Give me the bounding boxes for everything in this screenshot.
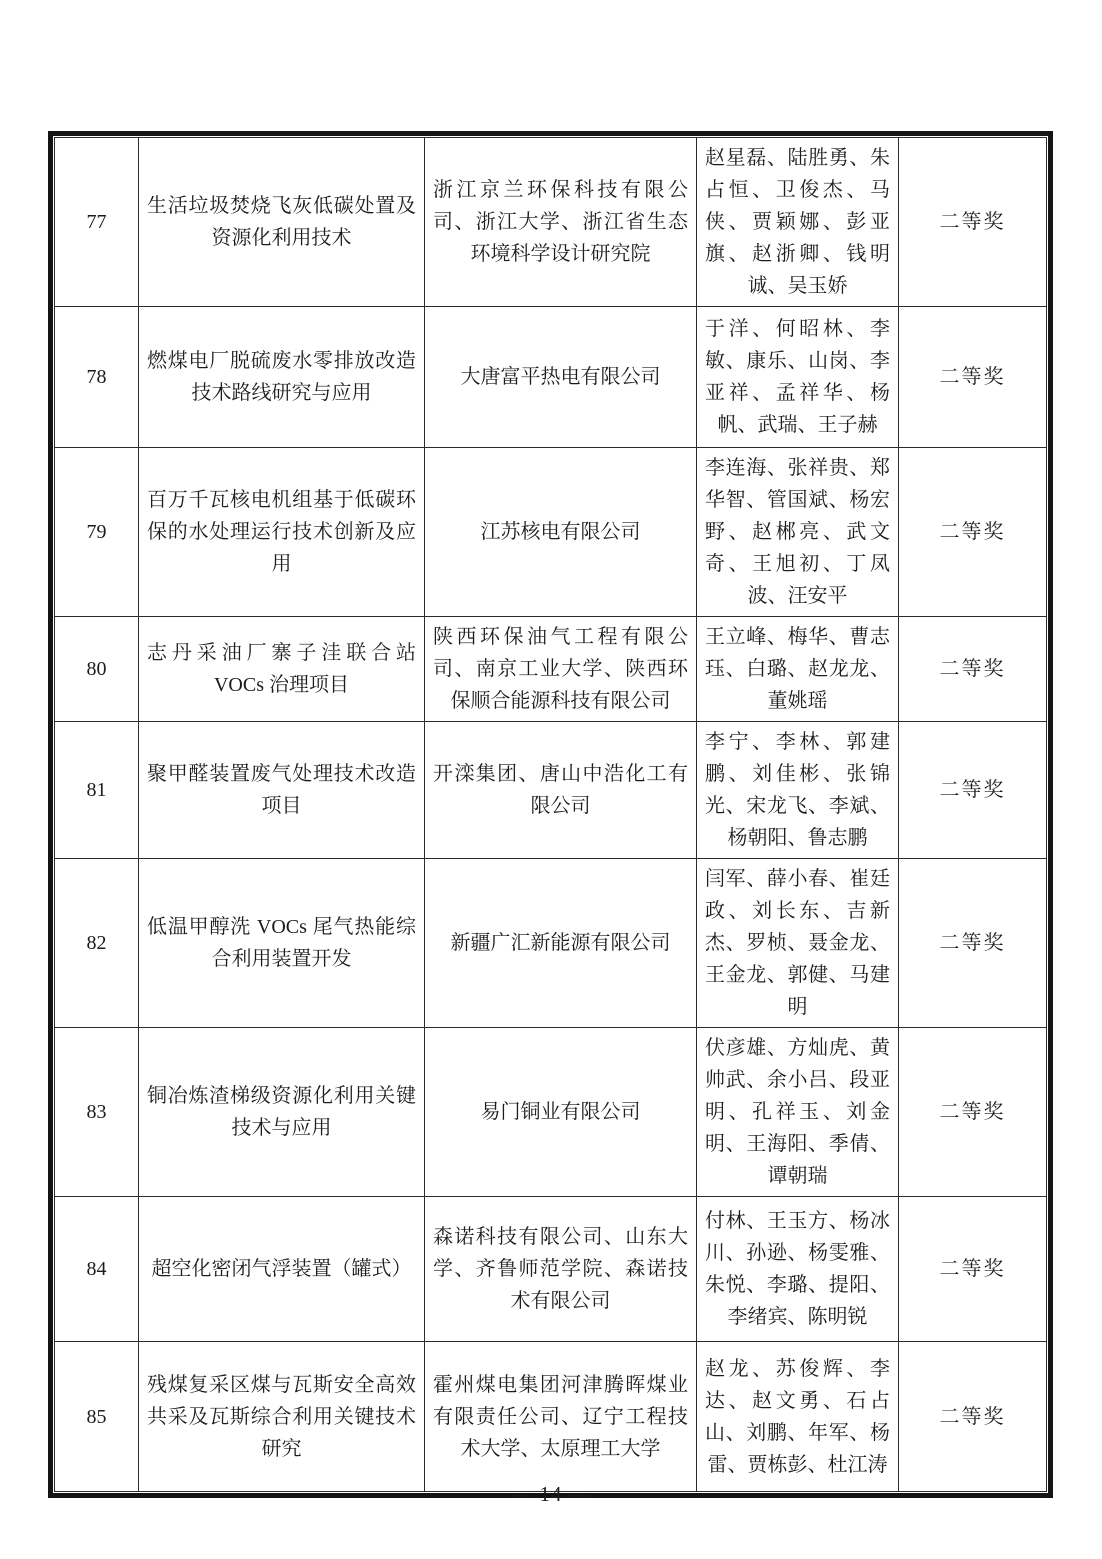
- cell-organizations: 陕西环保油气工程有限公司、南京工业大学、陕西环保顺合能源科技有限公司: [425, 617, 697, 722]
- cell-award-level: 二等奖: [899, 722, 1047, 859]
- table-row: [55, 617, 1047, 722]
- cell-row-number: 79: [55, 448, 139, 617]
- cell-award-level: 二等奖: [899, 1197, 1047, 1342]
- cell-row-number: 82: [55, 859, 139, 1028]
- cell-row-number: 81: [55, 722, 139, 859]
- cell-people-list: 李宁、李林、郭建鹏、刘佳彬、张锦光、宋龙飞、李斌、杨朝阳、鲁志鹏: [697, 722, 899, 859]
- cell-organizations: 新疆广汇新能源有限公司: [425, 859, 697, 1028]
- cell-project-name: 低温甲醇洗 VOCs 尾气热能综合利用装置开发: [139, 859, 425, 1028]
- award-table-body: [55, 138, 1047, 1492]
- cell-people-list: 付林、王玉方、杨冰川、孙逊、杨雯雅、朱悦、李璐、提阳、李绪宾、陈明锐: [697, 1197, 899, 1342]
- cell-people-list: 赵龙、苏俊辉、李达、赵文勇、石占山、刘鹏、年军、杨雷、贾栋彭、杜江涛: [697, 1342, 899, 1492]
- table-row: [55, 138, 1047, 307]
- cell-award-level: 二等奖: [899, 859, 1047, 1028]
- cell-project-name: 燃煤电厂脱硫废水零排放改造技术路线研究与应用: [139, 307, 425, 448]
- cell-people-list: 赵星磊、陆胜勇、朱占恒、卫俊杰、马侠、贾颖娜、彭亚旗、赵浙卿、钱明诚、吴玉娇: [697, 138, 899, 307]
- cell-people-list: 王立峰、梅华、曹志珏、白璐、赵龙龙、董姚瑶: [697, 617, 899, 722]
- cell-project-name: 志丹采油厂寨子洼联合站 VOCs 治理项目: [139, 617, 425, 722]
- cell-award-level: 二等奖: [899, 617, 1047, 722]
- cell-project-name: 超空化密闭气浮装置（罐式）: [139, 1197, 425, 1342]
- page-number: — 14 —: [511, 1482, 591, 1506]
- cell-organizations: 霍州煤电集团河津腾晖煤业有限责任公司、辽宁工程技术大学、太原理工大学: [425, 1342, 697, 1492]
- cell-row-number: 83: [55, 1028, 139, 1197]
- cell-organizations: 森诺科技有限公司、山东大学、齐鲁师范学院、森诺技术有限公司: [425, 1197, 697, 1342]
- table-row: [55, 448, 1047, 617]
- cell-award-level: 二等奖: [899, 1342, 1047, 1492]
- cell-people-list: 闫军、薛小春、崔廷政、刘长东、吉新杰、罗桢、聂金龙、王金龙、郭健、马建明: [697, 859, 899, 1028]
- cell-organizations: 江苏核电有限公司: [425, 448, 697, 617]
- cell-project-name: 聚甲醛装置废气处理技术改造项目: [139, 722, 425, 859]
- cell-row-number: 85: [55, 1342, 139, 1492]
- cell-row-number: 77: [55, 138, 139, 307]
- award-table-grid: [54, 137, 1047, 1492]
- table-row: [55, 859, 1047, 1028]
- cell-organizations: 开滦集团、唐山中浩化工有限公司: [425, 722, 697, 859]
- cell-people-list: 伏彦雄、方灿虎、黄帅武、余小吕、段亚明、孔祥玉、刘金明、王海阳、季倩、谭朝瑞: [697, 1028, 899, 1197]
- cell-organizations: 大唐富平热电有限公司: [425, 307, 697, 448]
- cell-row-number: 84: [55, 1197, 139, 1342]
- cell-people-list: 李连海、张祥贵、郑华智、管国斌、杨宏野、赵郴亮、武文奇、王旭初、丁凤波、汪安平: [697, 448, 899, 617]
- cell-award-level: 二等奖: [899, 138, 1047, 307]
- cell-award-level: 二等奖: [899, 307, 1047, 448]
- cell-project-name: 残煤复采区煤与瓦斯安全高效共采及瓦斯综合利用关键技术研究: [139, 1342, 425, 1492]
- cell-row-number: 80: [55, 617, 139, 722]
- table-row: [55, 1028, 1047, 1197]
- cell-award-level: 二等奖: [899, 1028, 1047, 1197]
- cell-people-list: 于洋、何昭林、李敏、康乐、山岗、李亚祥、孟祥华、杨帆、武瑞、王子赫: [697, 307, 899, 448]
- cell-organizations: 易门铜业有限公司: [425, 1028, 697, 1197]
- table-row: [55, 1342, 1047, 1492]
- cell-project-name: 铜冶炼渣梯级资源化利用关键技术与应用: [139, 1028, 425, 1197]
- award-table: [48, 131, 1053, 1498]
- cell-organizations: 浙江京兰环保科技有限公司、浙江大学、浙江省生态环境科学设计研究院: [425, 138, 697, 307]
- cell-project-name: 百万千瓦核电机组基于低碳环保的水处理运行技术创新及应用: [139, 448, 425, 617]
- table-row: [55, 722, 1047, 859]
- cell-project-name: 生活垃圾焚烧飞灰低碳处置及资源化利用技术: [139, 138, 425, 307]
- table-row: [55, 307, 1047, 448]
- cell-award-level: 二等奖: [899, 448, 1047, 617]
- table-row: [55, 1197, 1047, 1342]
- cell-row-number: 78: [55, 307, 139, 448]
